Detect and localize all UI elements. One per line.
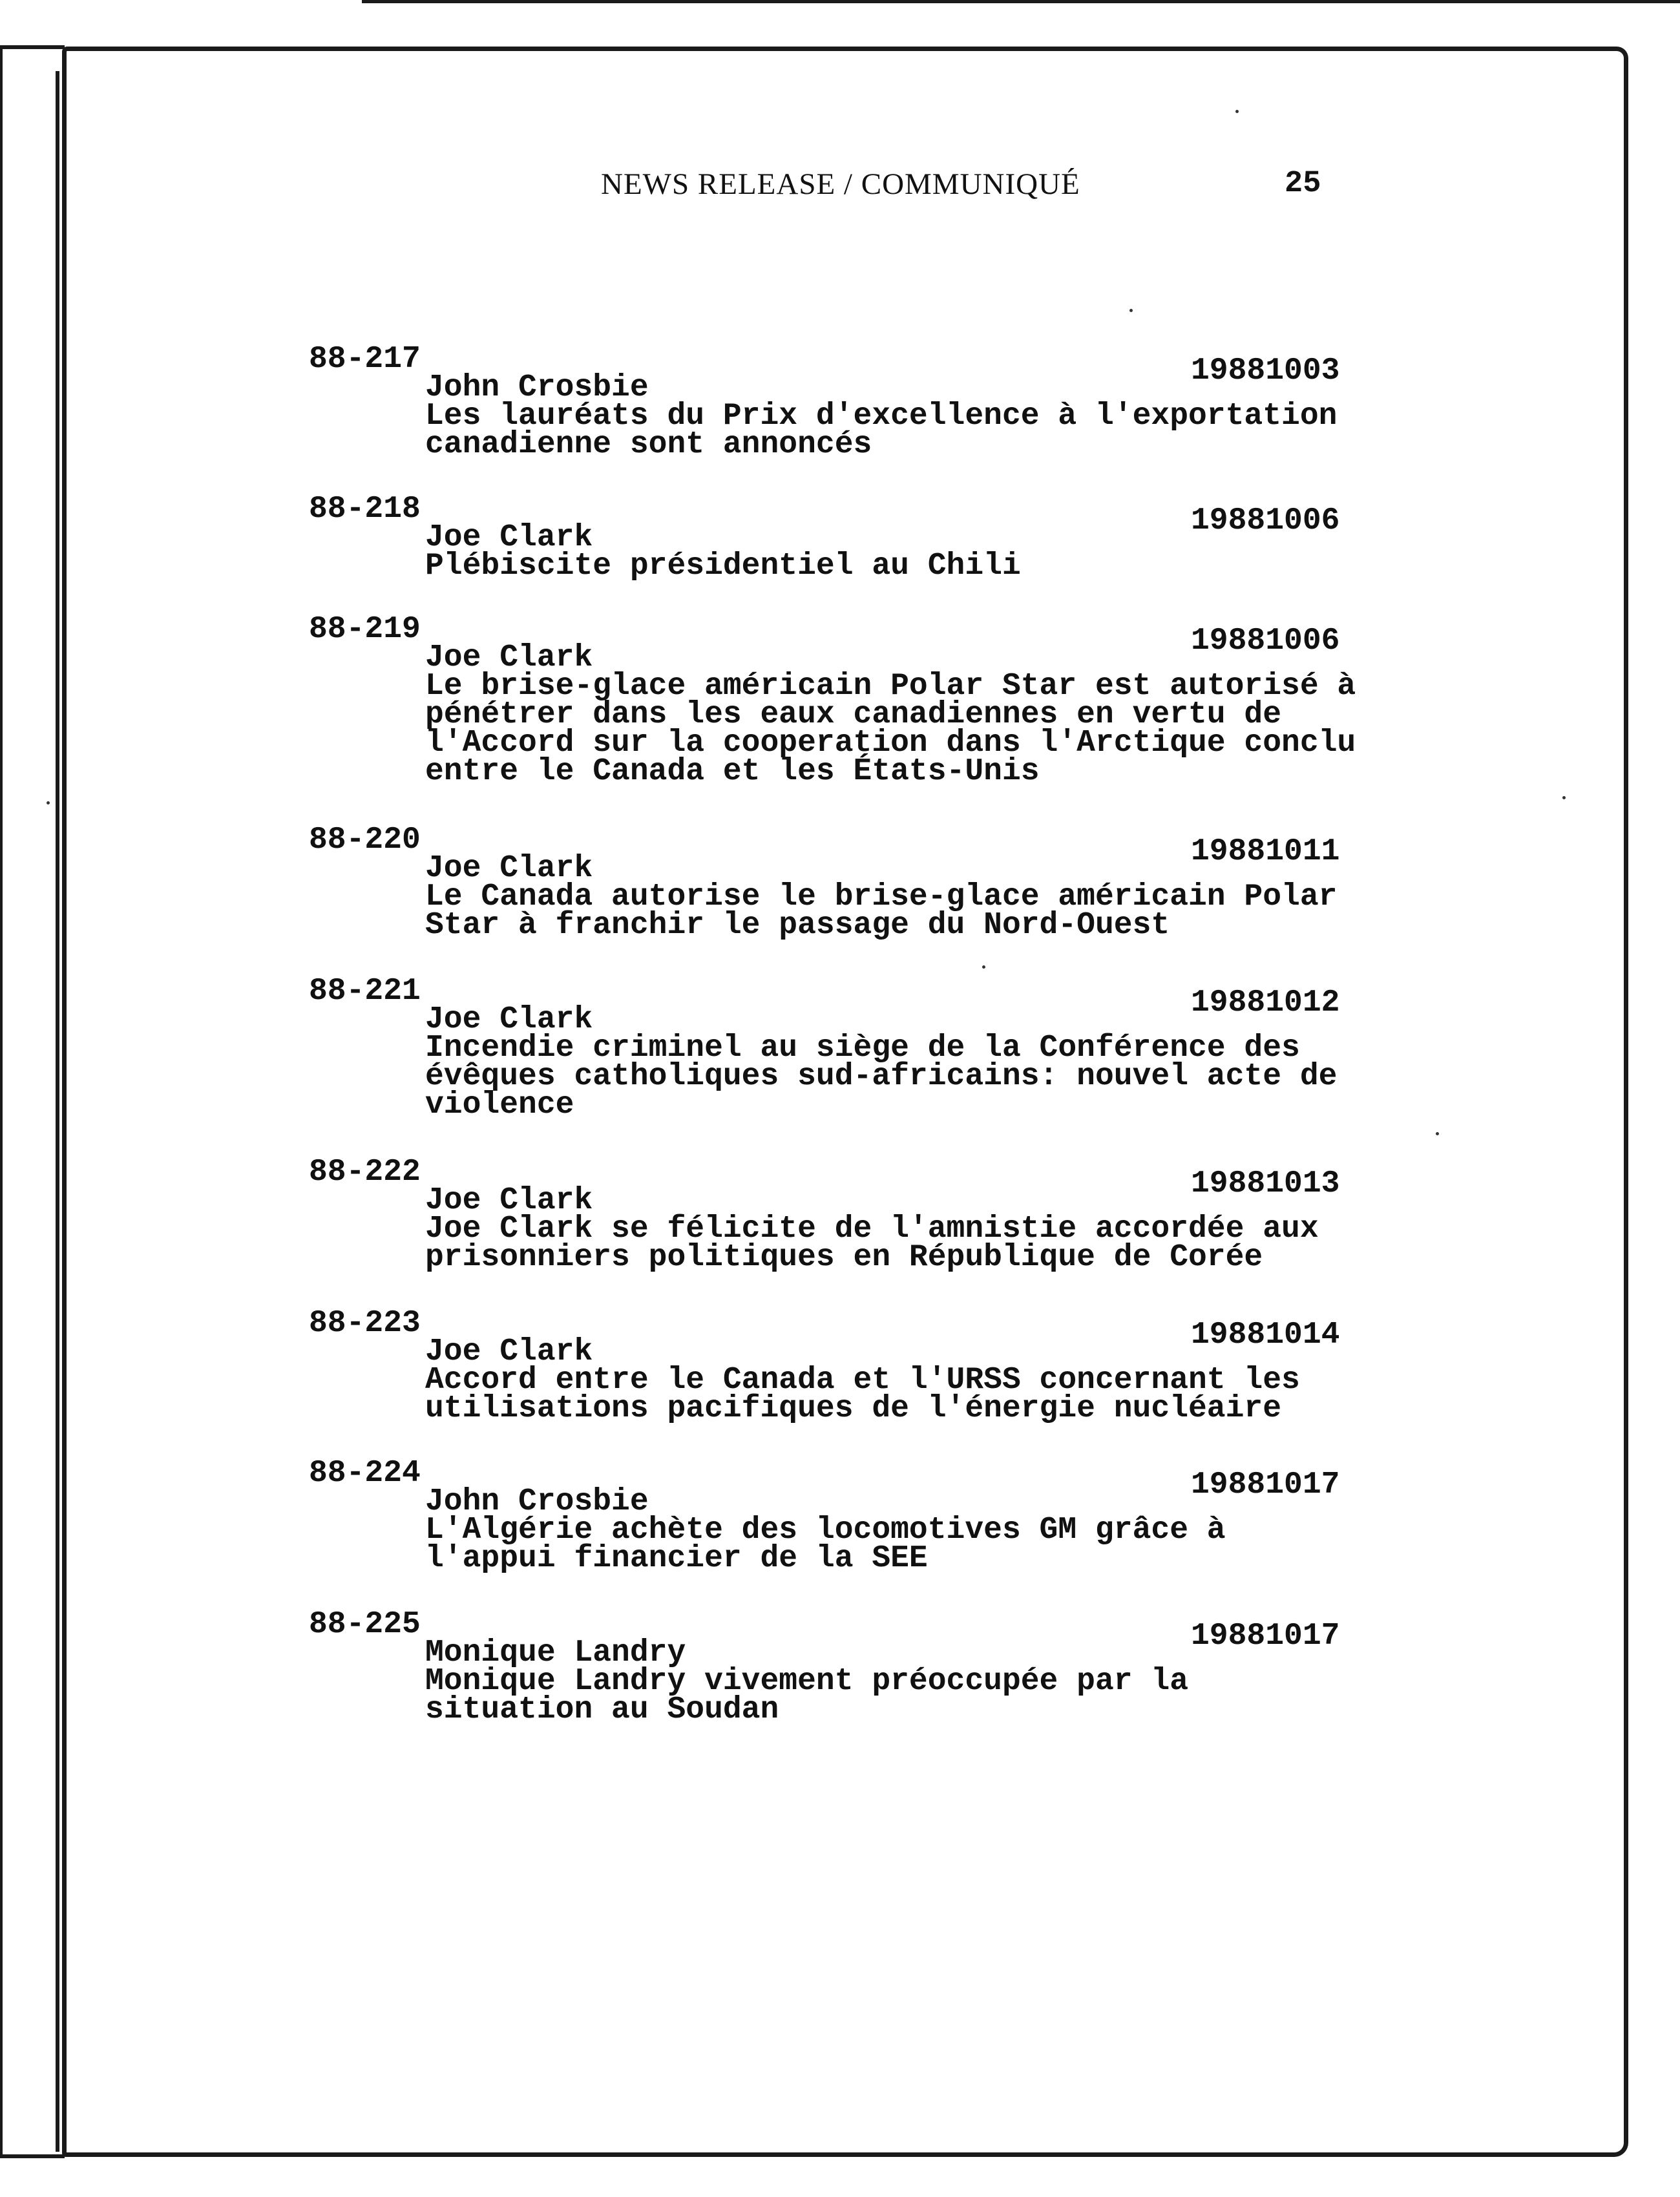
- release-title-line: Plébiscite présidentiel au Chili: [425, 549, 1021, 583]
- release-number: 88-221: [309, 974, 421, 1009]
- minister-name: Joe Clark: [425, 1183, 593, 1218]
- minister-name: Joe Clark: [425, 1002, 593, 1037]
- release-date: 19881017: [1191, 1619, 1340, 1654]
- release-title-line: L'Algérie achète des locomotives GM grâce à: [425, 1513, 1226, 1548]
- release-title-line: entre le Canada et les États-Unis: [425, 754, 1040, 789]
- top-edge-rule: [362, 0, 1680, 3]
- release-number: 88-225: [309, 1607, 421, 1642]
- news-release-entry: [309, 1155, 1472, 1275]
- scan-speck: [1235, 110, 1239, 113]
- release-number: 88-217: [309, 342, 421, 377]
- minister-name: John Crosbie: [425, 1484, 649, 1519]
- release-number: 88-218: [309, 492, 421, 527]
- release-title-line: violence: [425, 1088, 574, 1122]
- release-title-line: évêques catholiques sud-africains: nouvel acte de: [425, 1059, 1338, 1094]
- news-release-entry: [309, 974, 1472, 1122]
- release-date: 19881012: [1191, 985, 1340, 1020]
- release-title: [309, 549, 1472, 583]
- release-title-line: Le Canada autorise le brise-glace américain Polar: [425, 879, 1338, 914]
- release-title: [309, 1212, 1472, 1275]
- scan-speck: [1129, 309, 1133, 312]
- release-title: [309, 399, 1472, 462]
- scan-speck: [1436, 1132, 1439, 1135]
- release-number: 88-223: [309, 1306, 421, 1341]
- binder-line: [56, 71, 59, 2152]
- release-title: [309, 1031, 1472, 1122]
- news-release-entry: [309, 1306, 1472, 1426]
- news-release-entry: [309, 1456, 1472, 1576]
- release-title-line: l'appui financier de la SEE: [425, 1541, 928, 1576]
- news-release-entry: [309, 1607, 1472, 1727]
- release-title: [309, 1664, 1472, 1727]
- news-release-entry: [309, 823, 1472, 943]
- release-title-line: Les lauréats du Prix d'excellence à l'exportation: [425, 399, 1338, 434]
- minister-name: Joe Clark: [425, 640, 593, 675]
- release-title-line: Le brise-glace américain Polar Star est autorisé à: [425, 669, 1356, 704]
- minister-name: Joe Clark: [425, 520, 593, 555]
- release-date: 19881014: [1191, 1318, 1340, 1352]
- release-number: 88-222: [309, 1155, 421, 1190]
- minister-name: Joe Clark: [425, 1334, 593, 1369]
- release-date: 19881003: [1191, 353, 1340, 388]
- release-title: [309, 879, 1472, 943]
- release-title-line: prisonniers politiques en République de Corée: [425, 1240, 1263, 1275]
- release-title-line: Star à franchir le passage du Nord-Ouest: [425, 908, 1170, 943]
- release-title-line: Accord entre le Canada et l'URSS concernant les: [425, 1363, 1300, 1398]
- news-release-entry: [309, 342, 1472, 462]
- release-date: 19881017: [1191, 1467, 1340, 1502]
- release-number: 88-220: [309, 823, 421, 857]
- release-title-line: situation au Soudan: [425, 1692, 779, 1727]
- release-title-line: Incendie criminel au siège de la Conférence des: [425, 1031, 1300, 1066]
- release-title-line: Monique Landry vivement préoccupée par la: [425, 1664, 1188, 1699]
- binder-edge: [0, 45, 65, 2158]
- release-number: 88-219: [309, 612, 421, 647]
- page-number: 25: [1285, 167, 1321, 201]
- release-title-line: utilisations pacifiques de l'énergie nucléaire: [425, 1391, 1282, 1426]
- release-date: 19881006: [1191, 503, 1340, 538]
- page-header-title: NEWS RELEASE / COMMUNIQUÉ: [601, 167, 1080, 201]
- scan-speck: [47, 801, 50, 804]
- release-title-line: l'Accord sur la cooperation dans l'Arctique conclu: [425, 726, 1356, 761]
- minister-name: John Crosbie: [425, 370, 649, 405]
- scan-speck: [1562, 796, 1566, 799]
- release-number: 88-224: [309, 1456, 421, 1491]
- release-title: [309, 1363, 1472, 1426]
- release-title-line: canadienne sont annoncés: [425, 427, 872, 462]
- release-date: 19881013: [1191, 1166, 1340, 1201]
- scan-speck: [982, 965, 985, 969]
- release-date: 19881011: [1191, 834, 1340, 869]
- news-release-entry: [309, 612, 1472, 789]
- release-title: [309, 1513, 1472, 1576]
- release-title-line: pénétrer dans les eaux canadiennes en vertu de: [425, 697, 1282, 732]
- minister-name: Joe Clark: [425, 851, 593, 886]
- news-release-entry: [309, 492, 1472, 583]
- release-date: 19881006: [1191, 624, 1340, 658]
- release-title-line: Joe Clark se félicite de l'amnistie accordée aux: [425, 1212, 1319, 1246]
- release-title: [309, 669, 1472, 789]
- minister-name: Monique Landry: [425, 1635, 686, 1670]
